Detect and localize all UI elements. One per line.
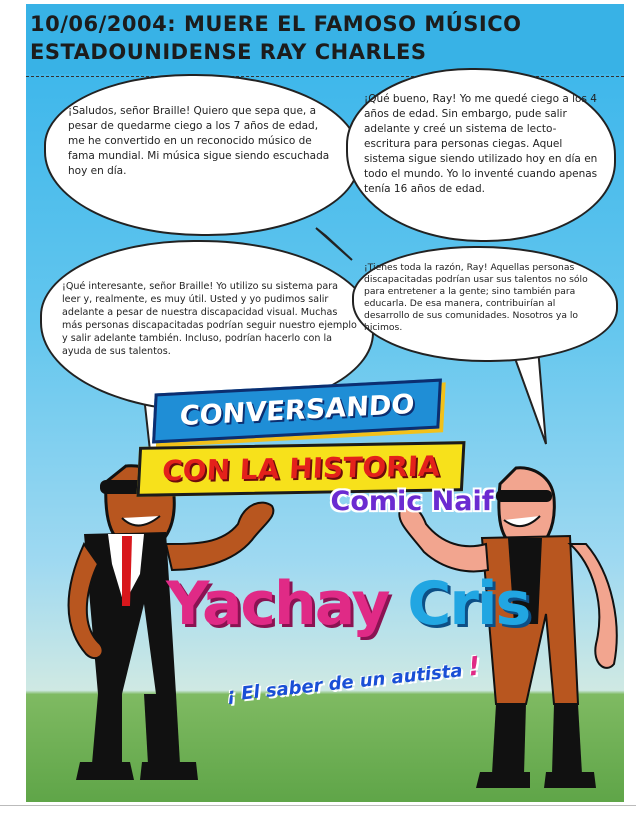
speech-text-ray-1: ¡Saludos, señor Braille! Quiero que sepa que, a pesar de quedarme ciego a los 7 años de edad, me he convertido en un reconocido músico de fama mundial. Mi música sigue siendo escuchada hoy en día. <box>68 105 330 177</box>
logo-comic-naif: Comic Naif <box>330 486 494 517</box>
logo-conversando: CONVERSANDO <box>152 379 442 444</box>
speech-text-ray-2: ¡Qué interesante, señor Braille! Yo utilizo su sistema para leer y, realmente, es muy útil. Usted y yo pudimos salir adelante a pesar de nuestra discapacidad visual. Muchas más personas discapacitadas podrían seguir nuestro ejemplo y salir adelante también. Incluso, podrían hacerlo con la ayuda de sus talentos. <box>62 281 357 357</box>
bubble-tail <box>316 228 352 260</box>
logo-con-la-historia: CON LA HISTORIA <box>137 441 466 497</box>
tagline-exclamation: ! <box>466 651 482 683</box>
speech-text-braille-2: ¡Tienes toda la razón, Ray! Aquellas personas discapacitadas podrían usar sus talentos no sólo para entretener a la gente; sino también para educarla. De esa manera, contribuirían al desarrollo de sus comunidades. Nosotros ya lo hicimos. <box>364 262 588 333</box>
tagline-text: ¡ El saber de un autista <box>225 660 464 706</box>
brand-logo <box>166 564 530 644</box>
page-title: 10/06/2004: MUERE EL FAMOSO MÚSICO ESTADOUNIDENSE RAY CHARLES <box>30 12 522 64</box>
bubble-tail <box>512 348 546 444</box>
brand-logo-part-a: Yachay <box>166 569 389 639</box>
document-bottom-edge <box>0 805 636 806</box>
speech-text-braille-1: ¡Qué bueno, Ray! Yo me quedé ciego a los 4 años de edad. Sin embargo, pude salir adelante y creé un sistema de lecto-escritura para personas ciegas. Aquel sistema sigue siendo utilizado hoy en día en todo el mundo. Yo lo inventé cuando apenas tenía 16 años de edad. <box>364 93 598 195</box>
comic-page <box>26 4 624 802</box>
brand-logo-part-b: Cris <box>407 569 530 639</box>
